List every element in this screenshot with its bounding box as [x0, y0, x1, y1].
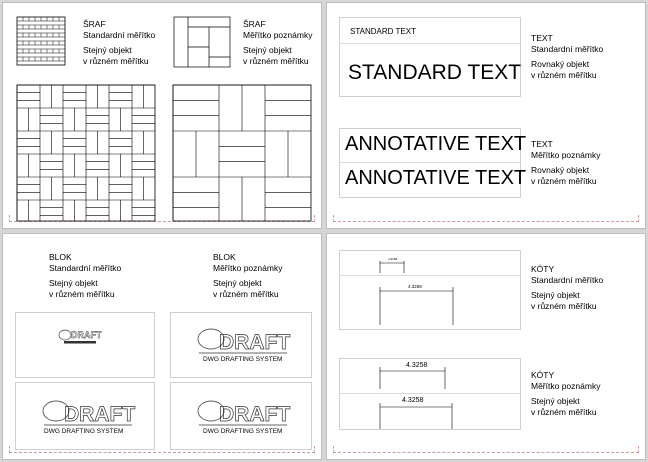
- dimension-drawing-annotative: [340, 359, 522, 431]
- sheet-border-dashed: [333, 446, 639, 453]
- sheet-block: [2, 233, 322, 460]
- label-note: v různém měřítku: [49, 288, 115, 299]
- label-note: Stejný objekt: [83, 45, 132, 55]
- block-frame-standard-2: [15, 382, 155, 450]
- sheet-hatch: [2, 2, 322, 229]
- logo-subtitle: DWG DRAFTING SYSTEM: [203, 356, 283, 363]
- dimension-text-small: 4.3258: [388, 257, 398, 261]
- label-note: Stejný objekt: [531, 290, 580, 300]
- draft-logo-icon: [38, 393, 138, 443]
- sheet-dimensions: [326, 233, 646, 460]
- label-title: BLOK: [49, 252, 72, 262]
- logo-block-small: [58, 327, 102, 350]
- hatch-lines: [173, 85, 311, 221]
- label-note: v různém měřítku: [531, 406, 597, 417]
- hatch-sample-annotative-small: [174, 17, 230, 67]
- label-title: TEXT: [531, 33, 553, 43]
- label-hatch-standard: [83, 19, 155, 66]
- logo-block-annotative-1: [193, 321, 293, 371]
- label-scale: Měřítko poznámky: [243, 29, 313, 40]
- label-note: Rovnaký objekt: [531, 165, 590, 175]
- draft-logo-icon: [193, 393, 293, 443]
- logo-subtitle: DWG DRAFTING SYSTEM: [203, 428, 283, 435]
- logo-word: DRAFT: [219, 403, 291, 426]
- text-standard-small: STANDARD TEXT: [350, 27, 416, 36]
- dim-frame-standard: [339, 250, 521, 330]
- label-block-annotative: [213, 252, 282, 299]
- logo-word: DRAFT: [71, 330, 102, 340]
- label-text-annotative: [531, 139, 600, 186]
- logo-word: DRAFT: [219, 331, 291, 354]
- label-title: ŠRAF: [83, 19, 106, 29]
- label-note: v různém měřítku: [83, 55, 149, 66]
- label-note: Stejný objekt: [243, 45, 292, 55]
- logo-block-large: [38, 393, 138, 443]
- label-note: v různém měřítku: [531, 300, 597, 311]
- label-title: KÓTY: [531, 370, 555, 380]
- label-note: v různém měřítku: [531, 175, 597, 186]
- block-frame-annotative-1: [170, 312, 312, 378]
- label-hatch-annotative: [243, 19, 312, 66]
- block-frame-annotative-2: [170, 382, 312, 450]
- label-title: TEXT: [531, 139, 553, 149]
- label-title: KÓTY: [531, 264, 555, 274]
- text-standard-large: STANDARD TEXT: [348, 61, 522, 84]
- label-dim-annotative: [531, 370, 600, 417]
- label-scale: Standardní měřítko: [49, 262, 122, 273]
- logo-word: DRAFT: [64, 403, 136, 426]
- label-block-standard: [49, 252, 121, 299]
- label-scale: Měřítko poznámky: [531, 149, 601, 160]
- dimension-text-annotative-2: 4.3258: [402, 397, 424, 404]
- label-note: Rovnaký objekt: [531, 59, 590, 69]
- sheet-border-dashed: [333, 215, 639, 222]
- sheet-text: [326, 2, 646, 229]
- label-note: Stejný objekt: [531, 396, 580, 406]
- block-frame-standard-1: [15, 312, 155, 378]
- logo-block-annotative-2: [193, 393, 293, 443]
- label-scale: Měřítko poznámky: [213, 262, 283, 273]
- dimension-drawing-standard: [340, 251, 522, 331]
- label-note: v různém měřítku: [243, 55, 309, 66]
- text-frame-standard: [339, 17, 521, 97]
- label-title: ŠRAF: [243, 19, 266, 29]
- label-scale: Standardní měřítko: [531, 274, 604, 285]
- hatch-sample-annotative-large: [173, 85, 311, 221]
- draft-logo-icon: [58, 327, 102, 345]
- hatch-lines: [17, 85, 155, 221]
- dimension-text-annotative-1: 4.3258: [406, 362, 428, 369]
- label-note: v různém měřítku: [531, 69, 597, 80]
- label-scale: Standardní měřítko: [83, 29, 156, 40]
- logo-subtitle: DWG DRAFTING SYSTEM: [44, 428, 124, 435]
- hatch-sample-standard-small: [17, 17, 65, 65]
- label-title: BLOK: [213, 252, 236, 262]
- text-frame-annotative: [339, 128, 527, 198]
- label-scale: Standardní měřítko: [531, 43, 604, 54]
- label-scale: Měřítko poznámky: [531, 380, 601, 391]
- label-note: Stejný objekt: [213, 278, 262, 288]
- dim-frame-annotative: [339, 358, 521, 430]
- label-dim-standard: [531, 264, 603, 311]
- draft-logo-icon: [193, 321, 293, 371]
- label-note: v různém měřítku: [213, 288, 279, 299]
- dimension-text-standard: 4.3258: [408, 284, 422, 289]
- label-text-standard: [531, 33, 603, 80]
- label-note: Stejný objekt: [49, 278, 98, 288]
- text-annotative-1: ANNOTATIVE TEXT: [345, 133, 527, 155]
- hatch-sample-standard-large: [17, 85, 155, 221]
- text-annotative-2: ANNOTATIVE TEXT: [345, 167, 527, 189]
